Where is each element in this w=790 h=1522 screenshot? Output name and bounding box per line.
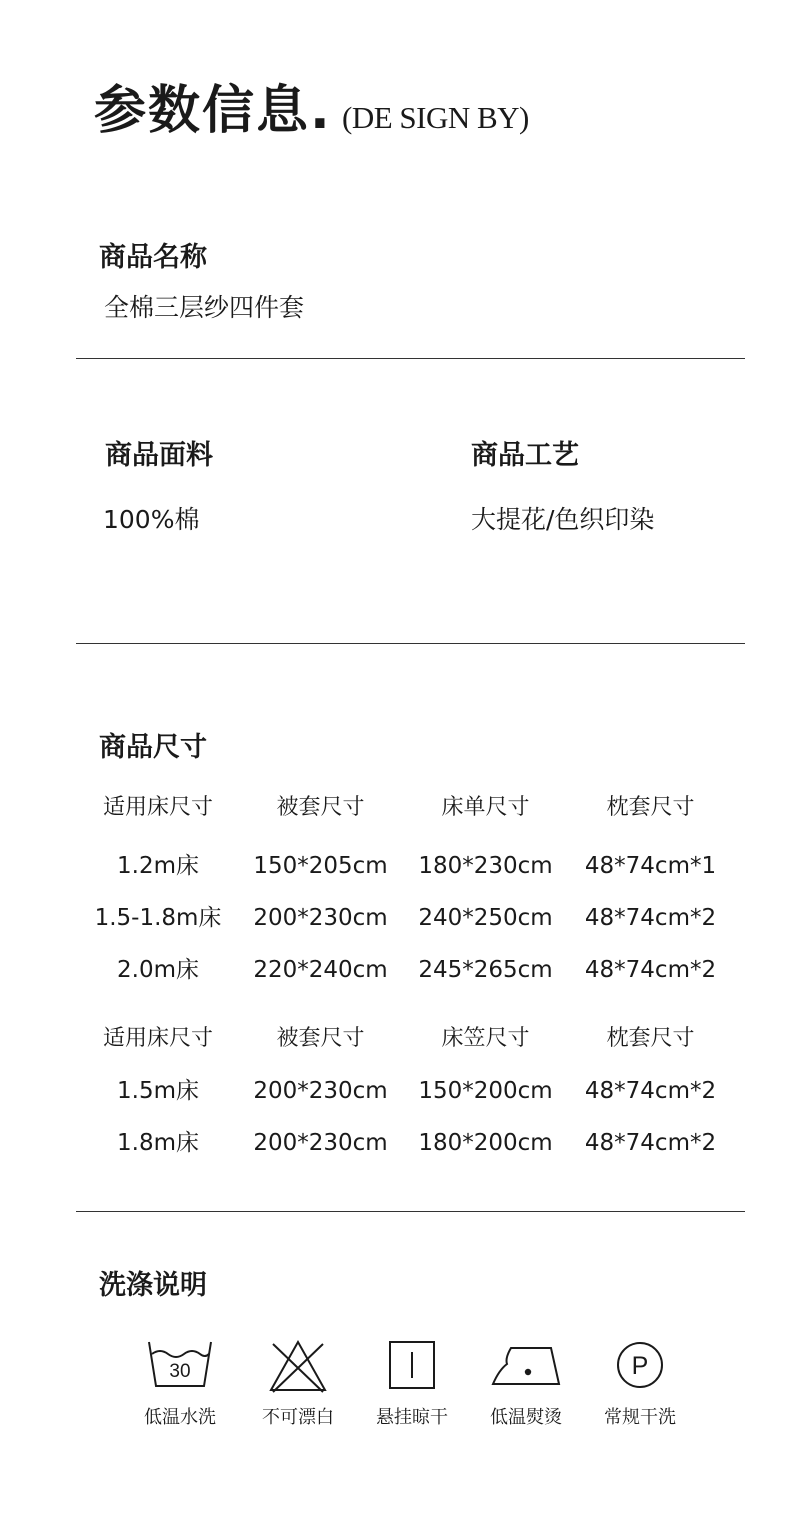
size-table-1 [78,782,733,996]
page-title: 参数信息. [94,81,332,141]
table-header: 床笠尺寸 [441,1026,530,1051]
divider [76,1211,745,1212]
table-cell: 48*74cm*2 [584,905,717,931]
table-header: 被套尺寸 [276,795,365,820]
care-label-text: 低温水洗 [144,1407,216,1428]
table-header: 适用床尺寸 [102,1026,213,1051]
table-cell: 220*240cm [253,957,388,983]
table-cell: 200*230cm [253,1078,388,1104]
table-cell: 180*200cm [418,1130,553,1156]
table-cell: 200*230cm [253,905,388,931]
care-label-text: 低温熨烫 [490,1407,562,1428]
care-label: 洗涤说明 [99,1270,207,1301]
table-cell: 48*74cm*2 [584,957,717,983]
care-item-low-iron [471,1336,581,1430]
table-cell: 48*74cm*2 [584,1078,717,1104]
dry-clean-p-icon [585,1336,695,1396]
wash-temp-text: 30 [169,1361,191,1382]
craft-value: 大提花/色织印染 [471,505,655,534]
care-item-dry-clean [585,1336,695,1430]
table-header: 枕套尺寸 [606,1026,695,1051]
table-cell: 48*74cm*2 [584,1130,717,1156]
care-label-text: 常规干洗 [604,1407,676,1428]
care-item-no-bleach [243,1336,353,1430]
size-label: 商品尺寸 [99,732,207,763]
table-cell: 2.0m床 [117,957,199,983]
page-subtitle: (DE SIGN BY) [342,100,529,135]
table-cell: 200*230cm [253,1130,388,1156]
table-header: 适用床尺寸 [102,795,213,820]
no-bleach-icon [243,1336,353,1396]
table-cell: 1.5-1.8m床 [94,905,222,931]
care-item-hang-dry [357,1336,467,1430]
table-header: 床单尺寸 [441,795,530,820]
table-cell: 48*74cm*1 [584,853,717,879]
table-cell: 245*265cm [418,957,553,983]
fabric-label: 商品面料 [105,440,213,471]
table-cell: 1.8m床 [117,1130,199,1156]
table-cell: 180*230cm [418,853,553,879]
hang-dry-icon [357,1336,467,1396]
care-label-text: 悬挂晾干 [376,1407,448,1428]
table-cell: 150*205cm [253,853,388,879]
table-cell: 1.2m床 [117,853,199,879]
table-header: 枕套尺寸 [606,795,695,820]
fabric-value: 100%棉 [103,505,200,534]
svg-text:P: P [631,1352,649,1380]
care-item-wash [125,1336,235,1430]
wash-30-icon [125,1336,235,1396]
table-cell: 240*250cm [418,905,553,931]
low-iron-icon [471,1336,581,1396]
divider [76,643,745,644]
product-name-label: 商品名称 [99,242,207,273]
table-header: 被套尺寸 [276,1026,365,1051]
table-cell: 150*200cm [418,1078,553,1104]
product-name-value: 全棉三层纱四件套 [104,293,305,322]
divider [76,358,745,359]
table-cell: 1.5m床 [117,1078,199,1104]
craft-label: 商品工艺 [471,440,579,471]
care-label-text: 不可漂白 [262,1407,334,1428]
size-table-2 [78,1013,733,1169]
